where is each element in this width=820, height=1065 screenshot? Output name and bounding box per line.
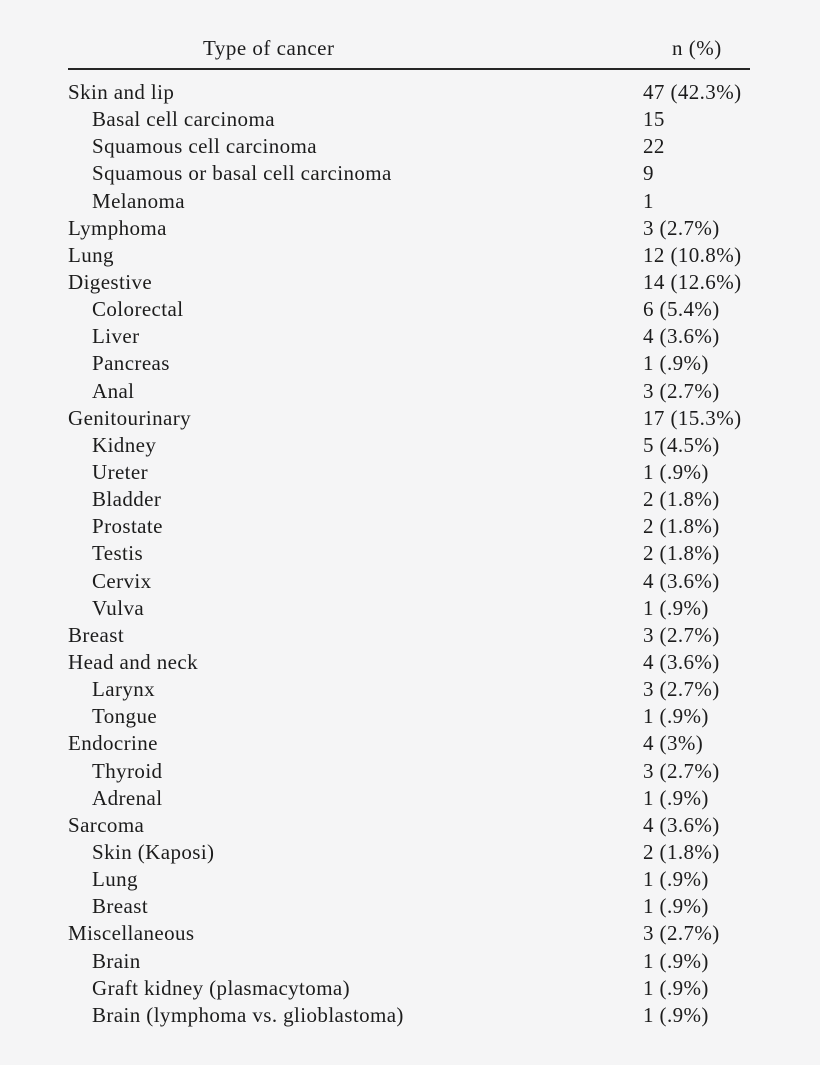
table-row xyxy=(0,513,820,540)
cancer-type-label: Pancreas xyxy=(92,351,170,376)
table-row xyxy=(0,758,820,785)
cancer-type-label: Larynx xyxy=(92,677,156,702)
count-percent-value: 4 (3%) xyxy=(643,731,704,756)
count-percent-value: 15 xyxy=(643,107,665,132)
cancer-type-label: Breast xyxy=(92,894,149,919)
cancer-type-label: Thyroid xyxy=(92,758,163,783)
cancer-type-label: Skin and lip xyxy=(68,80,175,104)
count-percent-value: 12 (10.8%) xyxy=(643,242,742,267)
count-percent-value: 4 (3.6%) xyxy=(643,568,720,593)
table-row xyxy=(0,948,820,975)
table-row xyxy=(0,893,820,920)
count-percent-value: 3 (2.7%) xyxy=(643,378,720,403)
count-percent-value: 2 (1.8%) xyxy=(643,487,720,512)
cancer-type-label: Basal cell carcinoma xyxy=(92,107,275,132)
table-row xyxy=(0,405,820,432)
cancer-type-label: Head and neck xyxy=(68,649,198,674)
count-percent-value: 1 (.9%) xyxy=(643,785,709,810)
count-percent-value: 3 (2.7%) xyxy=(643,677,720,702)
cancer-type-label: Breast xyxy=(68,622,125,647)
table-row xyxy=(0,432,820,459)
count-percent-value: 5 (4.5%) xyxy=(643,432,720,457)
table-row xyxy=(0,730,820,757)
cancer-type-label: Brain xyxy=(92,948,141,973)
count-percent-value: 1 (.9%) xyxy=(643,351,709,376)
table-row xyxy=(0,215,820,242)
cancer-type-label: Melanoma xyxy=(92,188,186,213)
count-percent-value: 2 (1.8%) xyxy=(643,541,720,566)
count-percent-value: 3 (2.7%) xyxy=(643,921,720,946)
cancer-type-label: Skin (Kaposi) xyxy=(92,839,215,864)
table-row xyxy=(0,676,820,703)
table-row xyxy=(0,595,820,622)
table-row xyxy=(0,920,820,947)
cancer-type-label: Endocrine xyxy=(68,731,158,756)
cancer-type-label: Graft kidney (plasmacytoma) xyxy=(92,975,351,1000)
table-body xyxy=(0,79,820,1029)
table-row xyxy=(0,568,820,595)
count-percent-value: 2 (1.8%) xyxy=(643,514,720,539)
count-percent-value: 6 (5.4%) xyxy=(643,297,720,322)
count-percent-value: 1 (.9%) xyxy=(643,867,709,892)
table-row xyxy=(0,459,820,486)
count-percent-value: 3 (2.7%) xyxy=(643,622,720,647)
cancer-type-label: Testis xyxy=(92,541,144,566)
cancer-type-label: Vulva xyxy=(92,595,145,620)
count-percent-value: 4 (3.6%) xyxy=(643,812,720,837)
table-row xyxy=(0,703,820,730)
table-row xyxy=(0,649,820,676)
cancer-type-label: Bladder xyxy=(92,487,162,512)
column-header-n-percent: n (%) xyxy=(672,36,722,60)
table-row xyxy=(0,79,820,106)
cancer-type-label: Sarcoma xyxy=(68,812,145,837)
table-row xyxy=(0,133,820,160)
count-percent-value: 14 (12.6%) xyxy=(643,269,742,294)
cancer-type-label: Lung xyxy=(68,242,114,267)
table-row xyxy=(0,785,820,812)
table-row xyxy=(0,323,820,350)
cancer-type-label: Colorectal xyxy=(92,297,184,322)
table-row xyxy=(0,160,820,187)
table-row xyxy=(0,296,820,323)
table-row xyxy=(0,188,820,215)
table-row xyxy=(0,839,820,866)
count-percent-value: 1 (.9%) xyxy=(643,894,709,919)
table-row xyxy=(0,378,820,405)
cancer-type-label: Ureter xyxy=(92,459,149,484)
cancer-type-label: Liver xyxy=(92,324,140,349)
table-row xyxy=(0,1002,820,1029)
count-percent-value: 17 (15.3%) xyxy=(643,405,742,430)
table-row xyxy=(0,540,820,567)
cancer-type-label: Squamous cell carcinoma xyxy=(92,134,317,159)
count-percent-value: 2 (1.8%) xyxy=(643,839,720,864)
table-row xyxy=(0,350,820,377)
table-row xyxy=(0,975,820,1002)
table-row xyxy=(0,622,820,649)
table-row xyxy=(0,242,820,269)
cancer-type-label: Anal xyxy=(92,378,135,403)
count-percent-value: 1 (.9%) xyxy=(643,704,709,729)
cancer-type-label: Lymphoma xyxy=(68,215,167,240)
count-percent-value: 1 (.9%) xyxy=(643,975,709,1000)
table-row xyxy=(0,106,820,133)
table-row xyxy=(0,812,820,839)
cancer-type-label: Brain (lymphoma vs. glioblastoma) xyxy=(92,1002,404,1027)
column-header-type-of-cancer: Type of cancer xyxy=(203,36,335,60)
count-percent-value: 3 (2.7%) xyxy=(643,215,720,240)
cancer-type-label: Cervix xyxy=(92,568,152,593)
cancer-type-label: Tongue xyxy=(92,704,158,729)
cancer-type-label: Adrenal xyxy=(92,785,163,810)
count-percent-value: 1 (.9%) xyxy=(643,595,709,620)
count-percent-value: 3 (2.7%) xyxy=(643,758,720,783)
cancer-type-label: Miscellaneous xyxy=(68,921,195,946)
cancer-type-label: Genitourinary xyxy=(68,405,191,430)
cancer-type-label: Digestive xyxy=(68,269,153,294)
cancer-type-label: Kidney xyxy=(92,432,157,457)
header-rule xyxy=(68,68,750,70)
cancer-type-label: Squamous or basal cell carcinoma xyxy=(92,161,392,186)
cancer-type-label: Prostate xyxy=(92,514,163,539)
table-row xyxy=(0,269,820,296)
count-percent-value: 1 (.9%) xyxy=(643,1002,709,1027)
count-percent-value: 22 xyxy=(643,134,665,159)
count-percent-value: 1 xyxy=(643,188,654,213)
count-percent-value: 9 xyxy=(643,161,654,186)
cancer-type-label: Lung xyxy=(92,867,138,892)
count-percent-value: 4 (3.6%) xyxy=(643,649,720,674)
table-row xyxy=(0,866,820,893)
count-percent-value: 1 (.9%) xyxy=(643,948,709,973)
count-percent-value: 1 (.9%) xyxy=(643,459,709,484)
count-percent-value: 4 (3.6%) xyxy=(643,324,720,349)
table-row xyxy=(0,486,820,513)
count-percent-value: 47 (42.3%) xyxy=(643,80,742,104)
